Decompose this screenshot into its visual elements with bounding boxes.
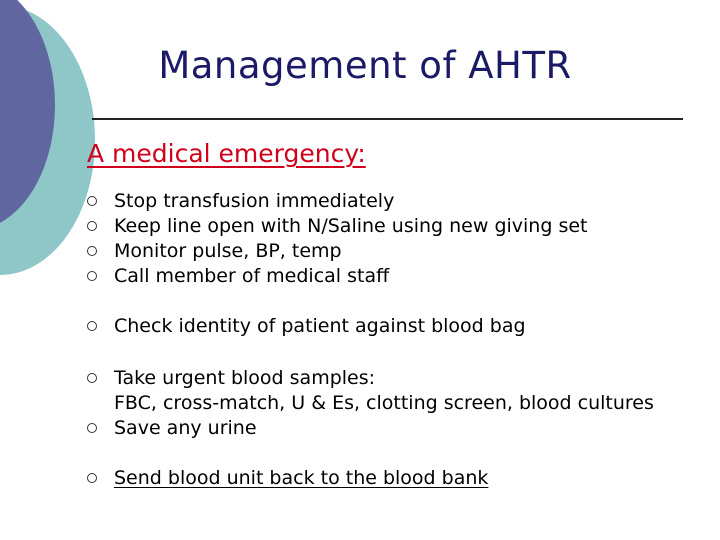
list-item-text: Take urgent blood samples: [114, 367, 376, 389]
hollow-circle-bullet-icon [87, 221, 97, 231]
list-item-continuation: FBC, cross-match, U & Es, clotting screen, blood cultures [114, 392, 654, 414]
hollow-circle-bullet-icon [87, 271, 97, 281]
hollow-circle-bullet-icon [87, 196, 97, 206]
list-item-text: Stop transfusion immediately [114, 190, 395, 212]
hollow-circle-bullet-icon [87, 373, 97, 383]
hollow-circle-bullet-icon [87, 321, 97, 331]
list-item-text: Call member of medical staff [114, 265, 390, 287]
list-item-text: Monitor pulse, BP, temp [114, 240, 342, 262]
hollow-circle-bullet-icon [87, 246, 97, 256]
list-item-text: Save any urine [114, 417, 257, 439]
hollow-circle-bullet-icon [87, 423, 97, 433]
subheading: A medical emergency: [87, 139, 366, 168]
list-item-text: Check identity of patient against blood bag [114, 315, 526, 337]
slide-title: Management of AHTR [158, 44, 572, 87]
hollow-circle-bullet-icon [87, 473, 97, 483]
list-item-text: Send blood unit back to the blood bank [114, 467, 489, 489]
title-divider [92, 118, 683, 120]
list-item-text: Keep line open with N/Saline using new giving set [114, 215, 588, 237]
